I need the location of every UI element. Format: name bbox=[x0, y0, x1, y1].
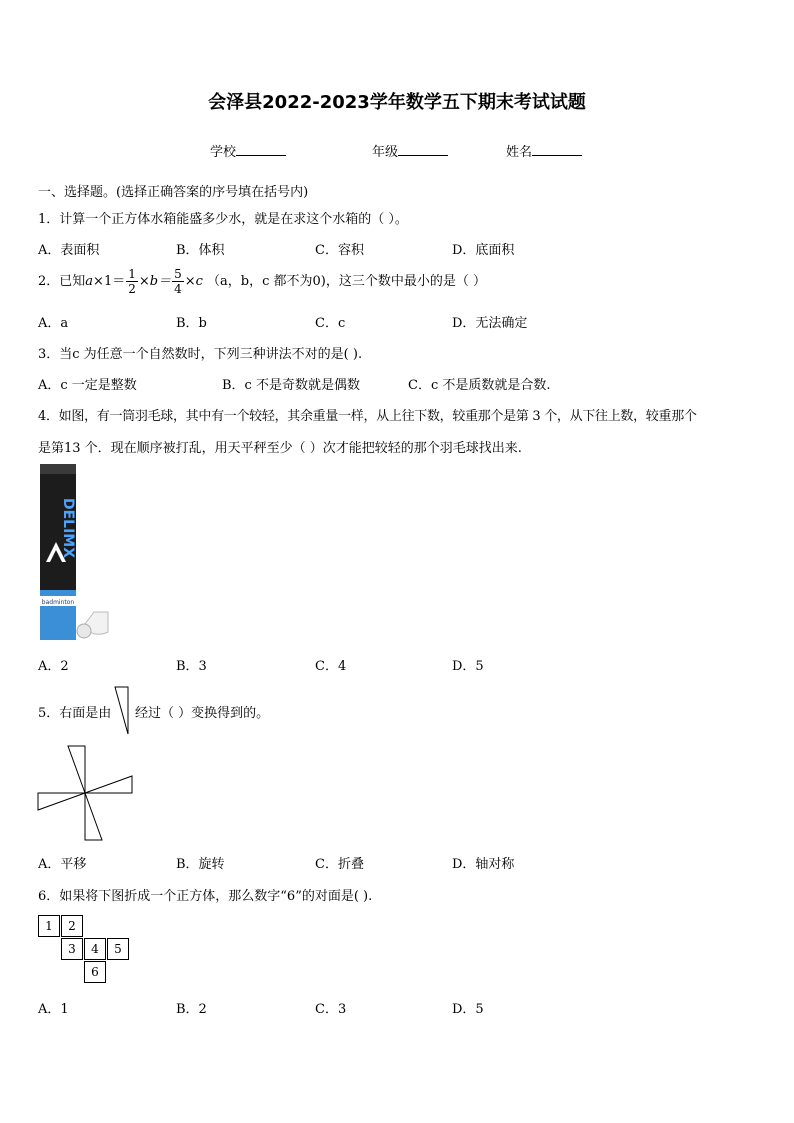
net-cell-5: 5 bbox=[107, 938, 129, 960]
q1-option-a: A．表面积 bbox=[38, 243, 100, 258]
q2-frac2-den: 4 bbox=[174, 282, 182, 296]
school-field bbox=[210, 141, 286, 160]
q2-option-c: C．c bbox=[315, 316, 346, 331]
q2-lead: 2．已知 bbox=[38, 274, 86, 289]
q6-option-a: A．1 bbox=[38, 1002, 69, 1017]
cube-net-figure bbox=[38, 915, 138, 985]
q4-option-d: D．5 bbox=[452, 659, 484, 674]
q1-option-d: D．底面积 bbox=[452, 243, 515, 258]
question-1: 1．计算一个正方体水箱能盛多少水，就是在求这个水箱的（ ）。 bbox=[38, 212, 408, 227]
tube-brand-text: DELIMX bbox=[60, 497, 76, 559]
net-cell-3: 3 bbox=[61, 938, 83, 960]
q4-option-b: B．3 bbox=[176, 659, 207, 674]
question-2 bbox=[38, 266, 486, 298]
name-field bbox=[506, 141, 582, 160]
q3-option-b: B．c 不是奇数就是偶数 bbox=[222, 378, 360, 393]
grade-label: 年级 bbox=[372, 145, 399, 160]
school-label: 学校 bbox=[210, 145, 237, 160]
q5-option-c: C．折叠 bbox=[315, 857, 364, 872]
q3-option-c: C．c 不是质数就是合数. bbox=[408, 378, 551, 393]
q2-frac1-num: 1 bbox=[128, 267, 136, 281]
q2-frac1-den: 2 bbox=[128, 282, 136, 296]
question-5-lead: 5．右面是由 bbox=[38, 706, 112, 721]
q6-option-b: B．2 bbox=[176, 1002, 207, 1017]
net-cell-4: 4 bbox=[84, 938, 106, 960]
q2-var-a: a bbox=[85, 274, 94, 289]
page-title: 会泽县2022-2023学年数学五下期末考试试题 bbox=[208, 92, 586, 113]
section-heading: 一、选择题。(选择正确答案的序号填在括号内) bbox=[38, 185, 309, 200]
q2-times-b: ×b＝ bbox=[138, 274, 172, 289]
q4-option-a: A．2 bbox=[38, 659, 69, 674]
q4-option-c: C．4 bbox=[315, 659, 347, 674]
q2-tail: （a，b，c 都不为0)，这三个数中最小的是（ ） bbox=[207, 274, 487, 289]
q1-option-b: B．体积 bbox=[176, 243, 225, 258]
pinwheel-figure bbox=[36, 744, 134, 842]
name-label: 姓名 bbox=[506, 145, 533, 160]
net-cell-1: 1 bbox=[38, 915, 60, 937]
q2-option-a: A．a bbox=[38, 316, 69, 331]
q5-option-a: A．平移 bbox=[38, 857, 87, 872]
question-6: 6．如果将下图折成一个正方体，那么数字“6”的对面是( ). bbox=[38, 889, 373, 904]
q2-times-c: ×c bbox=[184, 274, 203, 289]
q5-option-d: D．轴对称 bbox=[452, 857, 515, 872]
net-cell-2: 2 bbox=[61, 915, 83, 937]
net-cell-6: 6 bbox=[84, 961, 106, 983]
q3-option-a: A．c 一定是整数 bbox=[38, 378, 137, 393]
q2-option-b: B．b bbox=[176, 316, 207, 331]
grade-field bbox=[372, 141, 448, 160]
q6-option-c: C．3 bbox=[315, 1002, 347, 1017]
q2-times1: ×1＝ bbox=[93, 274, 126, 289]
q2-option-d: D．无法确定 bbox=[452, 316, 528, 331]
badminton-tube-image bbox=[36, 462, 112, 646]
name-blank bbox=[532, 143, 582, 156]
question-4-line2: 是第13 个．现在顺序被打乱，用天平秤至少（ ）次才能把较轻的那个羽毛球找出来. bbox=[38, 441, 522, 456]
question-5-tail: 经过（ ）变换得到的。 bbox=[135, 706, 270, 721]
q2-fraction-half bbox=[126, 267, 138, 296]
q5-option-b: B．旋转 bbox=[176, 857, 225, 872]
q1-option-c: C．容积 bbox=[315, 243, 364, 258]
question-4-line1: 4．如图，有一筒羽毛球，其中有一个较轻，其余重量一样，从上往下数，较重那个是第 3 个，从下往上数，较重那个 bbox=[38, 409, 697, 424]
q6-option-d: D．5 bbox=[452, 1002, 484, 1017]
school-blank bbox=[236, 143, 286, 156]
tube-label-text: badminton bbox=[41, 599, 75, 606]
triangle-shape-icon bbox=[114, 686, 130, 736]
grade-blank bbox=[398, 143, 448, 156]
q2-frac2-num: 5 bbox=[174, 267, 182, 281]
question-3: 3．当c 为任意一个自然数时，下列三种讲法不对的是( ). bbox=[38, 347, 363, 362]
q2-fraction-five-quarters bbox=[172, 267, 184, 296]
